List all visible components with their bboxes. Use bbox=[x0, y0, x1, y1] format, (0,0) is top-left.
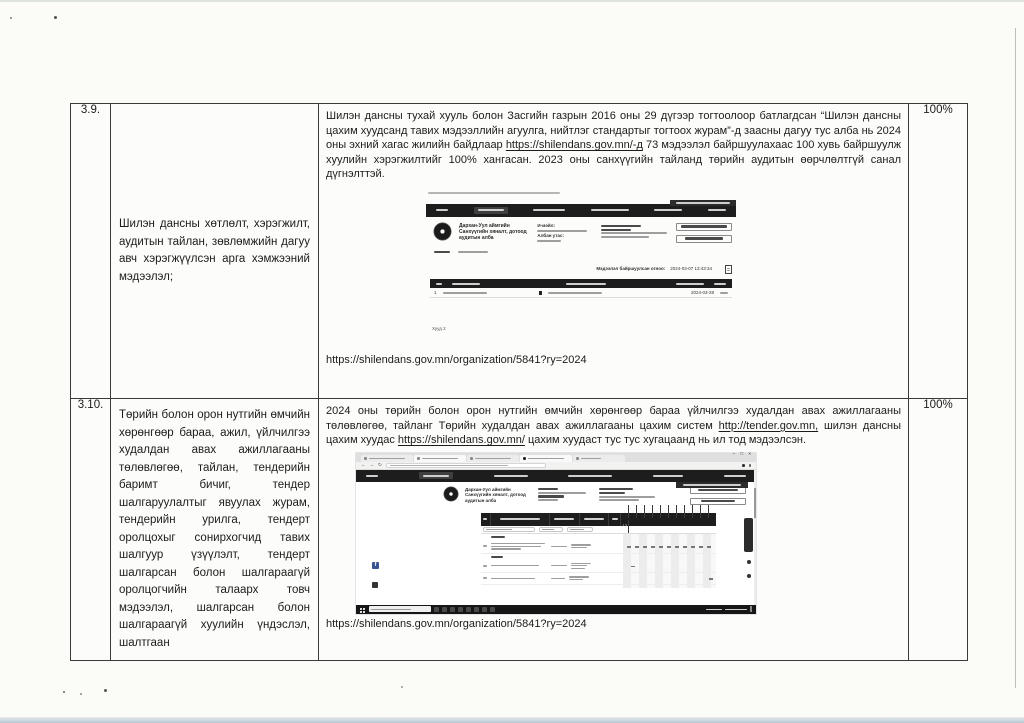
taskbar-app-icon bbox=[482, 607, 487, 612]
feedback-side-button bbox=[744, 518, 753, 552]
decorative-element bbox=[576, 457, 579, 460]
blurred-text-line bbox=[599, 488, 633, 490]
mini-navbar bbox=[356, 470, 756, 482]
scan-speck bbox=[54, 16, 57, 19]
menu-icon bbox=[749, 464, 752, 467]
header-cell bbox=[550, 513, 580, 526]
decorative-element bbox=[491, 564, 547, 568]
organization-logo bbox=[444, 487, 458, 501]
header-cell bbox=[580, 513, 610, 526]
decorative-element bbox=[571, 561, 593, 571]
side-dot-icon bbox=[747, 560, 751, 564]
blurred-text-line bbox=[599, 499, 639, 501]
blurred-text-line bbox=[708, 209, 726, 211]
blurred-text-line bbox=[706, 609, 722, 611]
mini-contact-column bbox=[538, 487, 592, 503]
blurred-text-line bbox=[591, 209, 629, 211]
month-column-header: 10 bbox=[693, 505, 701, 518]
mini-row-number: 1 bbox=[434, 289, 437, 295]
month-column-header: 4 bbox=[645, 505, 653, 518]
mini-table-row bbox=[481, 585, 716, 588]
taskbar-app-icon bbox=[434, 607, 439, 612]
criteria-cell bbox=[111, 399, 319, 661]
windows-taskbar bbox=[356, 605, 756, 614]
windows-start-icon bbox=[360, 608, 362, 610]
blurred-text-line bbox=[491, 543, 545, 544]
blurred-text-line bbox=[452, 283, 480, 285]
mini-table-rows bbox=[481, 534, 716, 588]
blurred-text-line bbox=[491, 546, 541, 547]
decorative-element bbox=[491, 542, 547, 552]
blurred-text-line bbox=[423, 475, 449, 477]
blurred-text-line bbox=[478, 209, 504, 211]
month-column-header: 5 bbox=[653, 505, 661, 518]
mini-address-line bbox=[428, 186, 736, 201]
scrollbar bbox=[754, 470, 757, 605]
decorative-element bbox=[470, 457, 473, 460]
taskbar-app-icon bbox=[466, 607, 471, 612]
phone-label: Албан утас: bbox=[537, 233, 564, 239]
scan-speck bbox=[80, 693, 82, 695]
organization-name-line: Дархан-Уул аймгийн bbox=[465, 486, 511, 492]
decorative-element bbox=[699, 546, 703, 548]
blurred-text-line bbox=[528, 458, 564, 460]
decorative-element bbox=[635, 546, 639, 548]
month-column-header: 11 bbox=[701, 505, 709, 518]
email-label: И-мэйл: bbox=[537, 222, 555, 228]
description-paragraph bbox=[326, 109, 901, 182]
decorative-element bbox=[667, 546, 671, 548]
blurred-text-line bbox=[436, 283, 442, 285]
mini-table-row bbox=[481, 573, 716, 585]
blurred-text-line bbox=[601, 232, 667, 234]
blurred-text-line bbox=[458, 251, 488, 253]
mini-page-label: Хууд 2 bbox=[432, 326, 446, 332]
blurred-text-line bbox=[683, 484, 741, 486]
blurred-text-line bbox=[538, 488, 558, 490]
blurred-text-line bbox=[724, 475, 746, 477]
decorative-element bbox=[71, 104, 968, 661]
blurred-text-line bbox=[491, 536, 505, 538]
profile-avatar-icon bbox=[742, 464, 745, 467]
browser-tab bbox=[573, 455, 625, 462]
organization-name-line: Дархан-Уул аймгийн bbox=[459, 222, 510, 229]
header-cell bbox=[481, 513, 491, 526]
mini-table-header bbox=[481, 508, 716, 529]
back-icon: ← bbox=[361, 461, 366, 467]
embedded-screenshot-browser bbox=[356, 453, 756, 614]
blurred-text-line bbox=[685, 237, 723, 239]
description-cell bbox=[319, 104, 909, 399]
scrollbar-thumb bbox=[754, 488, 757, 518]
organization-name-line: Санхүүгийн хяналт, дотоод bbox=[459, 228, 527, 235]
criteria-cell bbox=[111, 104, 319, 399]
blurred-text-line bbox=[538, 495, 564, 497]
inline-link: https://shilendans.gov.mn/-д bbox=[505, 139, 643, 152]
scan-top-edge bbox=[0, 0, 1024, 2]
blurred-text-line bbox=[428, 192, 560, 194]
mini-nav-active-item bbox=[474, 207, 508, 214]
row-number: 3.9. bbox=[80, 104, 101, 116]
mini-tabs bbox=[434, 251, 736, 253]
result-percent: 100% bbox=[923, 104, 953, 116]
blurred-text-line bbox=[554, 518, 574, 520]
mini-info-column bbox=[599, 487, 661, 503]
blurred-text-line bbox=[676, 202, 730, 204]
blurred-text-line bbox=[491, 556, 503, 558]
mini-nav-tag bbox=[676, 482, 748, 488]
result-percent: 100% bbox=[923, 399, 953, 411]
blurred-text-line bbox=[601, 236, 649, 238]
decorative-element bbox=[675, 546, 679, 548]
blurred-text-line bbox=[390, 465, 508, 467]
blurred-text-line bbox=[601, 229, 631, 231]
mini-table-header bbox=[430, 279, 732, 288]
paragraph-text: Шилэн дансны тухай хууль болон Засгийн газрын 2016 оны 29 дүгээр тогтоолоор батлагдсан “Шилэн дансны цахим хуудсанд тавих мэдээллийн агуулга, нийтлэг стандартыг тогтоох журам”-д заасны дагуу тус алба нь 2024 оны эхний хагас жилийн байдлаар bbox=[326, 110, 901, 152]
blurred-text-line bbox=[599, 492, 625, 494]
browser-page-body bbox=[356, 470, 756, 605]
blurred-text-line bbox=[371, 609, 411, 611]
taskbar-app-icon bbox=[450, 607, 455, 612]
blurred-text-line bbox=[698, 489, 738, 491]
blurred-text-line bbox=[500, 518, 540, 520]
blurred-text-line bbox=[542, 529, 554, 530]
result-cell bbox=[909, 104, 968, 399]
mini-search-field bbox=[483, 527, 535, 532]
decorative-element bbox=[631, 566, 635, 568]
scan-speck bbox=[10, 17, 12, 19]
blurred-text-line bbox=[599, 496, 655, 498]
row-number-cell bbox=[71, 399, 111, 661]
blurred-text-line bbox=[701, 500, 735, 502]
decorative-element bbox=[417, 457, 420, 460]
blurred-text-line bbox=[571, 544, 591, 545]
window-controls: – □ × bbox=[732, 451, 753, 457]
blurred-text-line bbox=[727, 270, 730, 271]
organization-logo bbox=[434, 223, 451, 240]
mini-contact-column bbox=[537, 223, 593, 244]
mini-data-table bbox=[481, 508, 716, 588]
month-column-header: 7 bbox=[669, 505, 677, 518]
blurred-text-line bbox=[483, 545, 487, 547]
decorative-element bbox=[569, 575, 591, 582]
header-cell bbox=[609, 513, 621, 526]
blurred-text-line bbox=[551, 565, 567, 566]
blurred-text-line bbox=[570, 529, 584, 530]
blurred-text-line bbox=[491, 578, 535, 579]
decorative-element bbox=[571, 543, 593, 550]
blurred-text-line bbox=[491, 548, 521, 549]
row-number: 3.10. bbox=[77, 399, 104, 411]
mini-organization-header bbox=[426, 217, 736, 249]
blurred-text-line bbox=[533, 209, 565, 211]
decorative-element bbox=[523, 457, 526, 460]
upload-date-label: Мэдээлэл байршуулсан огноо: bbox=[596, 265, 666, 271]
blurred-text-line bbox=[571, 568, 585, 569]
blurred-text-line bbox=[422, 458, 458, 460]
mini-button bbox=[676, 223, 732, 231]
blurred-text-line bbox=[486, 529, 512, 530]
scan-speck bbox=[401, 686, 403, 688]
decorative-element bbox=[707, 546, 711, 548]
taskbar-search-box bbox=[369, 606, 431, 612]
month-column-header: 2 bbox=[629, 505, 637, 518]
month-column-header: 3 bbox=[637, 505, 645, 518]
blurred-text-line bbox=[569, 579, 583, 580]
scan-speck bbox=[63, 691, 65, 693]
mini-nav-tag bbox=[670, 200, 736, 206]
system-tray bbox=[706, 606, 752, 612]
blurred-text-line bbox=[443, 292, 487, 294]
blurred-text-line bbox=[538, 492, 586, 494]
scan-right-edge bbox=[1015, 28, 1016, 688]
blurred-text-line bbox=[551, 546, 567, 547]
source-url: https://shilendans.gov.mn/organization/5841?ry=2024 bbox=[326, 353, 587, 366]
browser-tab-active bbox=[520, 455, 572, 462]
blurred-text-line bbox=[436, 209, 448, 211]
blurred-text-line bbox=[483, 565, 487, 567]
blurred-text-line bbox=[571, 565, 587, 566]
mini-row-date: 2024-03-28 bbox=[690, 289, 714, 295]
blurred-text-line bbox=[612, 518, 618, 520]
decorative-element bbox=[491, 576, 547, 580]
decorative-element bbox=[709, 578, 713, 580]
browser-tab bbox=[467, 455, 519, 462]
blurred-text-line bbox=[366, 475, 378, 477]
blurred-text-line bbox=[727, 268, 730, 269]
file-icon bbox=[539, 291, 542, 295]
blurred-text-line bbox=[601, 225, 641, 227]
mini-upload-meta bbox=[426, 262, 732, 277]
blurred-text-line bbox=[653, 475, 683, 477]
decorative-element bbox=[643, 546, 647, 548]
blurred-text-line bbox=[581, 458, 601, 460]
decorative-element bbox=[627, 546, 631, 548]
result-cell bbox=[909, 399, 968, 661]
blurred-text-line bbox=[483, 577, 487, 579]
description-cell bbox=[319, 399, 909, 661]
row-number-cell bbox=[71, 104, 111, 399]
export-file-icon bbox=[725, 265, 732, 274]
mini-table-row bbox=[481, 540, 716, 554]
scan-bottom-strip bbox=[0, 717, 1024, 723]
criteria-text: Шилэн дансны хөтлөлт, хэрэгжилт, аудитын тайлан, зөвлөмжийн дагуу авч хэрэгжүүлсэн арга хэмжээний мэдээлэл; bbox=[119, 218, 310, 283]
table-row-3-10 bbox=[71, 399, 968, 661]
organization-name bbox=[465, 487, 531, 504]
month-column-header: 1 bbox=[621, 505, 629, 518]
mini-info-column bbox=[601, 223, 668, 240]
blurred-text-line bbox=[676, 283, 704, 285]
mini-table-row bbox=[430, 288, 732, 298]
blurred-text-line bbox=[434, 251, 450, 253]
mini-button bbox=[690, 487, 746, 494]
browser-tab-bar bbox=[356, 453, 756, 462]
blurred-text-line bbox=[551, 578, 565, 579]
criteria-text: Төрийн болон орон нутгийн өмчийн хөрөнгөөр бараа, ажил, үйлчилгээ худалдан авах ажиллагааны төлөвлөгөө, тайлан, тендерийн баримт бичиг, тендер шалгаруулалтыг явуулах журам, тендерийн урилга, тендерт оролцохыг сонирхогчид тавих шалгуур үзүүлэлт, тендерт шалгарсан болон шалгараагүй оролцогчийн талаарх товч мэдээлэл, шалгарсан болон шалгараагүй хуулийн үндэслэл, шалтгаан bbox=[119, 409, 310, 649]
month-column-header: 6 bbox=[661, 505, 669, 518]
decorative-element bbox=[691, 546, 695, 548]
blurred-text-line bbox=[571, 547, 587, 548]
paragraph-text: цахим хуудаст тус тус хугацаанд нь ил тод мэдээлсэн. bbox=[524, 434, 807, 447]
description-paragraph bbox=[326, 404, 901, 448]
organization-name-line: Санхүүгийн хяналт, дотоод bbox=[465, 492, 526, 498]
blurred-text-line bbox=[475, 458, 511, 460]
month-column-header: 9 bbox=[685, 505, 693, 518]
paragraph-text: 73 мэдээлэл байршуулахаас 100 хувь байршуулж хуулийн хэрэгжилтийг 100% хангасан. 2023 оны санхүүгийн тайланд төрийн аудитын өөрчлөлтгүй санал дүгнэлттэй. bbox=[326, 139, 901, 181]
mini-table-row bbox=[481, 560, 716, 573]
decorative-element bbox=[683, 546, 687, 548]
taskbar-app-icon bbox=[458, 607, 463, 612]
blurred-text-line bbox=[483, 518, 487, 520]
decorative-element bbox=[659, 546, 663, 548]
mini-search-field bbox=[539, 527, 563, 532]
source-url: https://shilendans.gov.mn/organization/5841?ry=2024 bbox=[326, 617, 587, 630]
browser-tab bbox=[414, 455, 466, 462]
url-field bbox=[386, 463, 546, 468]
month-columns bbox=[621, 505, 716, 534]
blurred-text-line bbox=[654, 209, 682, 211]
blurred-text-line bbox=[566, 283, 606, 285]
taskbar-app-icon bbox=[490, 607, 495, 612]
blurred-text-line bbox=[537, 230, 587, 232]
social-share-icon bbox=[372, 582, 378, 588]
organization-name-line: аудитын алба bbox=[465, 497, 497, 503]
decorative-element bbox=[651, 546, 655, 548]
month-column-header: 12 bbox=[621, 520, 629, 533]
mini-button bbox=[676, 235, 732, 243]
inline-link: https://shilendans.gov.mn/ bbox=[397, 434, 525, 447]
blurred-text-line bbox=[681, 225, 727, 227]
scan-speck bbox=[104, 689, 107, 692]
taskbar-app-icon bbox=[474, 607, 479, 612]
report-table bbox=[70, 103, 968, 661]
upload-date-value: 2024-03-07 13:43:34 bbox=[670, 265, 712, 271]
organization-name-line: аудитын алба bbox=[459, 234, 494, 241]
taskbar-app-icon bbox=[442, 607, 447, 612]
reload-icon: ↻ bbox=[378, 461, 382, 467]
blurred-text-line bbox=[571, 563, 591, 564]
forward-icon: → bbox=[369, 461, 374, 467]
blurred-text-line bbox=[491, 565, 539, 566]
inline-link: http://tender.gov.mn, bbox=[718, 419, 819, 432]
embedded-screenshot-shilendans bbox=[426, 186, 736, 337]
blurred-text-line bbox=[584, 518, 604, 520]
paragraph-text: шилэн дансны цахим хуудас bbox=[326, 419, 901, 447]
show-desktop-button bbox=[750, 606, 752, 612]
blurred-text-line bbox=[538, 499, 558, 501]
mini-buttons bbox=[676, 223, 732, 247]
mini-nav-active-item bbox=[419, 472, 453, 479]
blurred-text-line bbox=[537, 240, 561, 242]
month-column-header: 8 bbox=[677, 505, 685, 518]
blurred-text-line bbox=[569, 576, 589, 577]
facebook-icon: f bbox=[372, 562, 379, 569]
paragraph-text: 2024 оны төрийн болон орон нутгийн өмчийн хөрөнгөөр бараа үйлчилгээ худалдан авах ажиллагааны төлөвлөгөө, тайланг Төрийн худалдан авах ажиллагааны цахим систем bbox=[326, 405, 901, 432]
mini-search-field bbox=[567, 527, 593, 532]
browser-address-bar bbox=[356, 462, 756, 470]
table-row-3-9 bbox=[71, 104, 968, 399]
blurred-text-line bbox=[714, 283, 726, 285]
blurred-text-line bbox=[725, 609, 747, 611]
header-cell bbox=[491, 513, 550, 526]
blurred-text-line bbox=[568, 475, 612, 477]
blurred-text-line bbox=[720, 292, 728, 294]
organization-name bbox=[459, 223, 529, 242]
blurred-text-line bbox=[548, 292, 602, 294]
blurred-text-line bbox=[494, 475, 528, 477]
side-dot-icon bbox=[747, 574, 751, 578]
